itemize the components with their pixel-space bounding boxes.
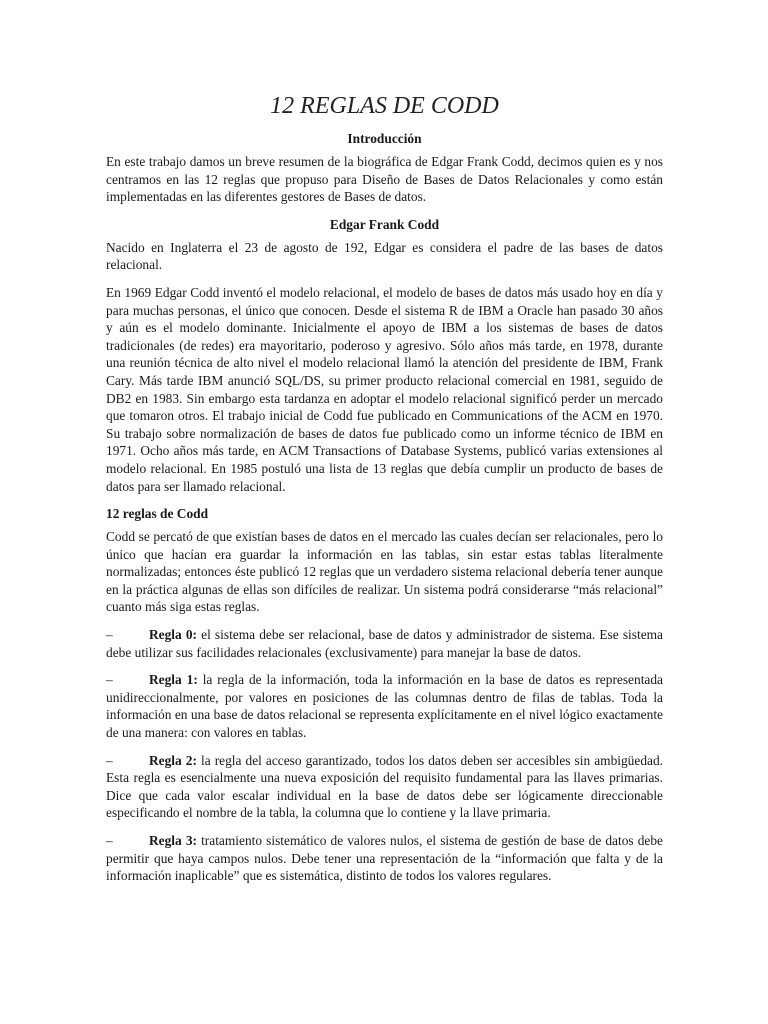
rule-text: la regla del acceso garantizado, todos los datos deben ser accesibles sin ambigüedad. Esta regla es esencialmente una nueva exposición del requisito fundamental para las llaves primarias. Dice que cada valor escalar individual en la base de datos debe ser lógicamente direccionable especificando el nombre de la tabla, la columna que lo contiene y la llave primaria. [106, 752, 663, 821]
rule-dash: – [106, 672, 113, 688]
intro-heading: Introducción [347, 131, 422, 146]
rule-item-3 [106, 832, 663, 885]
bio-paragraph-2: En 1969 Edgar Codd inventó el modelo relacional, el modelo de bases de datos más usado hoy en día y para muchas personas, el único que conocen. Desde el sistema R de IBM a Oracle han pasado 30 años y aún es el modelo dominante. Inicialmente el apoyo de IBM a los sistemas de bases de datos tradicionales (de redes) era mayoritario, poderoso y agresivo. Sólo años más tarde, en 1978, durante una reunión técnica de alto nivel el modelo relacional llamó la atención del presidente de IBM, Frank Cary. Más tarde IBM anunció SQL/DS, su primer producto relacional comercial en 1981, seguido de DB2 en 1983. Sin embargo esta tardanza en adoptar el modelo relacional significó perder un mercado que tomaron otros. El trabajo inicial de Codd fue publicado en Communications of the ACM en 1970. Su trabajo sobre normalización de bases de datos fue publicado como un informe técnico de IBM en 1971. Ocho años más tarde, en ACM Transactions of Database Systems, publicó varias extensiones al modelo relacional. En 1985 postuló una lista de 13 reglas que debía cumplir un producto de bases de datos para ser llamado relacional. [106, 284, 663, 494]
rule-label: Regla 1: [149, 672, 198, 688]
rules-heading: 12 reglas de Codd [106, 506, 209, 522]
bio-heading: Edgar Frank Codd [329, 216, 440, 232]
bio-paragraph-1: Nacido en Inglaterra el 23 de agosto de 192, Edgar es considera el padre de las bases de datos relacional. [106, 239, 663, 273]
rule-label: Regla 2: [149, 752, 197, 768]
rule-item-1 [106, 671, 663, 741]
rule-dash: – [106, 752, 113, 768]
rule-dash: – [106, 833, 113, 848]
rule-label: Regla 0: [149, 627, 198, 643]
rule-item-2 [106, 752, 663, 822]
rule-item-0 [106, 626, 663, 661]
rule-text: tratamiento sistemático de valores nulos, el sistema de gestión de base de datos debe permitir que haya campos nulos. Debe tener una representación de la “información que falta y de la información inaplicable” que es sistemática, distinto de todos los valores regulares. [106, 833, 663, 884]
rule-text: el sistema debe ser relacional, base de datos y administrador de sistema. Ese sistema debe utilizar sus facilidades relacionales (exclusivamente) para manejar la base de datos. [106, 627, 664, 660]
rule-text: la regla de la información, toda la información en la base de datos es representada unidireccionalmente, por valores en posiciones de las columnas dentro de filas de tablas. Toda la información en una base de datos relacional se representa explícitamente en el nivel lógico exactamente de una manera: con valores en tablas. [106, 672, 663, 741]
rule-label: Regla 3: [149, 833, 197, 848]
document-title: 12 REGLAS DE CODD [270, 93, 499, 119]
rules-intro-paragraph: Codd se percató de que existían bases de datos en el mercado las cuales decían ser relacionales, pero lo único que hacían era guardar la información en las tablas, sin estar estas tablas literalmente normalizadas; entonces éste publicó 12 reglas que un verdadero sistema relacional debería tener aunque en la práctica algunas de ellas son difíciles de realizar. Un sistema podrá considerarse “más relacional” cuanto más siga estas reglas. [106, 529, 663, 615]
intro-paragraph: En este trabajo damos un breve resumen de la biográfica de Edgar Frank Codd, decimos quien es y nos centramos en las 12 reglas que propuso para Diseño de Bases de Datos Relacionales y como están implementadas en las diferentes gestores de Bases de datos. [106, 154, 663, 205]
rule-dash: – [106, 627, 113, 643]
